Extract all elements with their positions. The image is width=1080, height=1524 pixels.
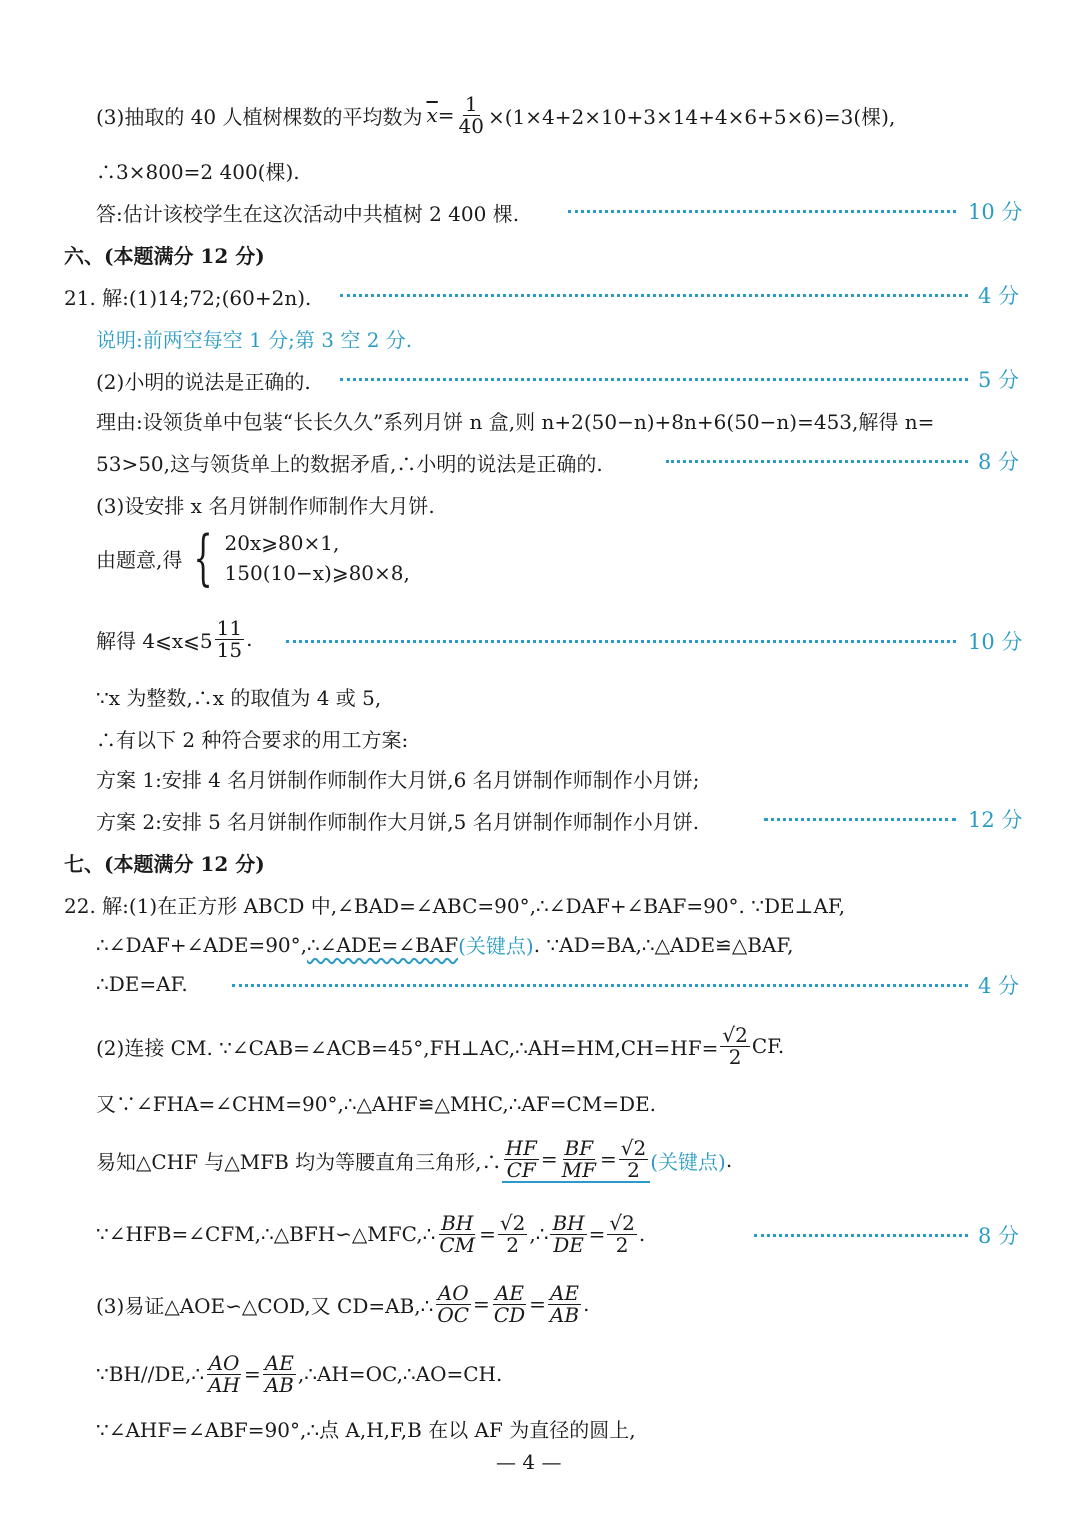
fraction <box>560 1135 598 1182</box>
line-q22-10 <box>96 1414 636 1443</box>
numerator: √2 <box>620 1135 647 1160</box>
numerator: AO <box>437 1280 469 1305</box>
text: ∵BH//DE,∴ <box>96 1362 205 1386</box>
fraction <box>550 1210 586 1257</box>
equals: = <box>588 1222 606 1246</box>
numerator: √2 <box>499 1210 526 1235</box>
denominator: 2 <box>506 1232 519 1257</box>
line-q22-3 <box>96 972 188 996</box>
line-answer <box>96 198 519 227</box>
inequality-1: 20x⩾80×1, <box>224 531 340 555</box>
text: ×(1×4+2×10+3×14+4×6+5×6)=3(棵), <box>488 104 896 129</box>
text: ∵x 为整数,∴x 的取值为 4 或 5, <box>96 686 382 710</box>
numerator: AE <box>494 1280 524 1305</box>
numerator: HF <box>505 1135 537 1160</box>
score-leader <box>286 640 956 643</box>
text: 解得 4⩽x⩽5 <box>96 628 213 653</box>
denominator: 2 <box>615 1232 629 1257</box>
denominator: 40 <box>458 113 484 138</box>
equals: = <box>473 1292 490 1316</box>
text: ∵∠AHF=∠ABF=90°,∴点 A,H,F,B 在以 AF 为直径的圆上, <box>96 1418 636 1442</box>
denominator: MF <box>561 1157 596 1182</box>
page-number <box>496 1450 561 1474</box>
text: 答:估计该校学生在这次活动中共植树 2 400 棵. <box>96 202 520 226</box>
score-leader <box>340 294 968 297</box>
text: 理由:设领货单中包装“长长久久”系列月饼 n 盒,则 n+2(50−n)+8n+6(50−n)=453,解得 n= <box>96 410 935 434</box>
score-label: 12 分 <box>968 808 1023 832</box>
denominator: AH <box>208 1372 240 1397</box>
equals: = <box>437 103 455 127</box>
key-step: ∴∠ADE=∠BAF <box>307 932 459 957</box>
line-plans <box>96 724 408 753</box>
text: ,∴AH=OC,∴AO=CH. <box>297 1362 503 1386</box>
fraction <box>548 1280 581 1327</box>
line-average <box>96 92 895 138</box>
footer-text: — 4 — <box>496 1450 562 1474</box>
line-q21-3 <box>96 490 435 519</box>
equals: = <box>599 1147 617 1171</box>
text: ,∴ <box>529 1222 549 1246</box>
text: ∴DE=AF. <box>96 972 188 996</box>
inequality-system <box>96 523 410 593</box>
fraction <box>206 1350 242 1397</box>
line-q22-6 <box>96 1134 732 1186</box>
denominator: 15 <box>216 637 243 662</box>
numerator: AE <box>549 1280 580 1305</box>
line-integer <box>96 682 381 711</box>
score-leader <box>232 984 968 987</box>
text: 易知△CHF 与△MFB 均为等腰直角三角形,∴ <box>96 1149 502 1174</box>
line-q21-1 <box>64 282 311 311</box>
text: CF. <box>751 1034 785 1058</box>
text: ∴3×800=2 400(棵). <box>96 160 300 184</box>
score-leader <box>340 378 968 381</box>
numerator: BH <box>441 1210 474 1235</box>
fraction <box>435 1280 471 1327</box>
line-q22-9 <box>96 1348 502 1400</box>
text: 21. 解:(1)14;72;(60+2n). <box>64 286 312 310</box>
fraction <box>607 1210 636 1257</box>
line-q21-2 <box>96 366 311 395</box>
text: 由题意,得 <box>96 547 183 572</box>
score-leader <box>764 818 956 821</box>
inequality-2: 150(10−x)⩾80×8, <box>224 561 410 585</box>
line-q22-5 <box>96 1088 656 1117</box>
denominator: AB <box>549 1302 580 1327</box>
line-q22-7 <box>96 1208 645 1260</box>
fraction <box>263 1350 296 1397</box>
denominator: CD <box>493 1302 526 1327</box>
score-leader <box>754 1234 968 1237</box>
score-label: 8 分 <box>978 450 1020 474</box>
text: 又∵∠FHA=∠CHM=90°,∴△AHF≌△MHC,∴AF=CM=DE. <box>96 1092 657 1116</box>
text: 53>50,这与领货单上的数据矛盾,∴小明的说法是正确的. <box>96 452 603 476</box>
equals: = <box>243 1362 261 1386</box>
score-label: 4 分 <box>978 284 1020 308</box>
denominator: CM <box>439 1232 476 1257</box>
equals: = <box>479 1222 496 1246</box>
denominator: AB <box>264 1372 294 1397</box>
text: . <box>583 1292 590 1316</box>
section-heading-7 <box>64 848 265 877</box>
heading-text: 七、(本题满分 12 分) <box>64 852 265 876</box>
fraction <box>504 1135 539 1182</box>
text: (3)抽取的 40 人植树棵数的平均数为 <box>96 104 423 129</box>
score-label: 10 分 <box>968 200 1023 224</box>
text: 方案 1:安排 4 名月饼制作师制作大月饼,6 名月饼制作师制作小月饼; <box>96 768 700 792</box>
key-note: (关键点) <box>458 934 534 958</box>
text: 方案 2:安排 5 名月饼制作师制作大月饼,5 名月饼制作师制作小月饼. <box>96 810 700 834</box>
line-q22-8 <box>96 1278 589 1330</box>
score-label: 10 分 <box>968 630 1023 654</box>
text: (3)设安排 x 名月饼制作师制作大月饼. <box>96 494 435 518</box>
text: . ∵AD=BA,∴△ADE≌△BAF, <box>533 932 794 957</box>
text: . <box>725 1148 733 1172</box>
score-label: 8 分 <box>978 1224 1020 1248</box>
fraction <box>457 91 486 138</box>
line-total <box>96 156 300 185</box>
line-q22-2 <box>96 930 793 959</box>
line-q22-1 <box>64 890 845 919</box>
note-line <box>96 324 412 353</box>
text: ∴有以下 2 种符合要求的用工方案: <box>96 728 409 752</box>
text: 22. 解:(1)在正方形 ABCD 中,∠BAD=∠ABC=90°,∴∠DAF+∠BAF=90°. ∵DE⊥AF, <box>64 894 846 918</box>
fraction <box>437 1210 477 1257</box>
numerator: 11 <box>216 615 243 640</box>
equals: = <box>529 1292 546 1316</box>
denominator: 2 <box>728 1044 742 1069</box>
line-reason-1 <box>96 406 934 435</box>
note-text: 说明:前两空每空 1 分;第 3 空 2 分. <box>96 328 413 352</box>
denominator: 2 <box>627 1157 640 1182</box>
text: (2)连接 CM. ∵∠CAB=∠ACB=45°,FH⊥AC,∴AH=HM,CH=HF= <box>96 1035 719 1060</box>
text: ∵∠HFB=∠CFM,∴△BFH∽△MFC,∴ <box>96 1222 436 1246</box>
text: ∴∠DAF+∠ADE=90°, <box>96 932 307 957</box>
fraction <box>720 1022 749 1069</box>
numerator: √2 <box>609 1210 635 1235</box>
text: . <box>246 627 253 651</box>
section-heading-6 <box>64 240 265 269</box>
numerator: BF <box>564 1135 594 1160</box>
line-reason-2 <box>96 448 603 477</box>
numerator: 1 <box>464 91 478 116</box>
brace-icon: { <box>193 523 213 593</box>
line-plan-1 <box>96 764 699 793</box>
denominator: CF <box>506 1157 536 1182</box>
score-leader <box>568 210 956 213</box>
equals: = <box>540 1147 558 1171</box>
text: . <box>638 1222 646 1246</box>
numerator: √2 <box>722 1022 748 1047</box>
score-leader <box>666 460 968 463</box>
fraction <box>492 1280 527 1327</box>
fraction <box>215 615 244 662</box>
line-q22-4 <box>96 1022 784 1070</box>
x-bar: $\overline{x}$ <box>426 103 438 127</box>
fraction <box>619 1135 648 1182</box>
system-lines <box>225 528 410 588</box>
key-note: (关键点) <box>650 1149 726 1174</box>
numerator: AE <box>264 1350 294 1375</box>
score-label: 5 分 <box>978 368 1020 392</box>
key-ratio <box>502 1135 651 1183</box>
heading-text: 六、(本题满分 12 分) <box>64 244 265 268</box>
denominator: DE <box>553 1232 584 1257</box>
score-label: 4 分 <box>978 974 1020 998</box>
text: (3)易证△AOE∽△COD,又 CD=AB,∴ <box>96 1293 434 1318</box>
fraction <box>498 1210 527 1257</box>
numerator: BH <box>552 1210 585 1235</box>
numerator: AO <box>208 1350 240 1375</box>
text: (2)小明的说法是正确的. <box>96 370 311 394</box>
line-solution <box>96 614 252 664</box>
denominator: OC <box>437 1302 470 1327</box>
line-plan-2 <box>96 806 699 835</box>
